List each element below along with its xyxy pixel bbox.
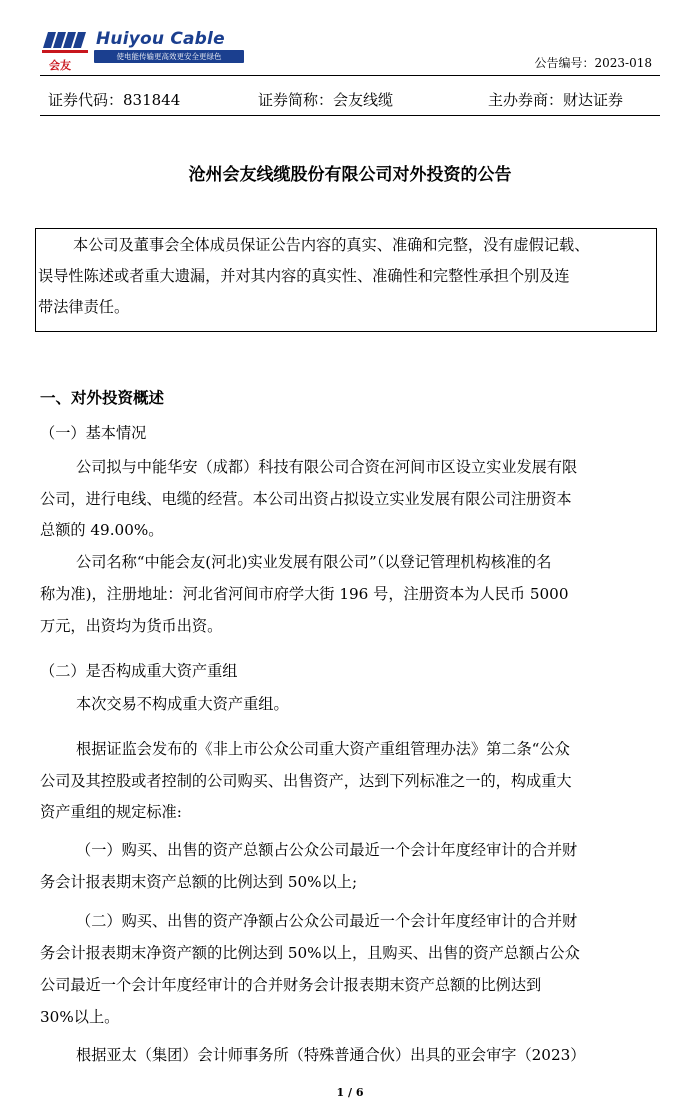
statement-line: 误导性陈述或者重大遗漏，并对其内容的真实性、准确性和完整性承担个别及连 — [38, 267, 570, 285]
subsection-heading: （一）基本情况 — [40, 424, 147, 442]
statement-box — [35, 228, 657, 332]
meta-divider — [40, 115, 660, 116]
paragraph-line: 公司，进行电线、电缆的经营。本公司出资占拟设立实业发展有限公司注册资本 — [40, 490, 572, 508]
section-heading: 一、对外投资概述 — [40, 389, 165, 407]
security-code: 证券代码：831844 — [48, 91, 181, 109]
paragraph-line: （二）购买、出售的资产净额占公众公司最近一个会计年度经审计的合并财 — [76, 912, 578, 930]
company-logo — [42, 28, 225, 72]
logo-chinese-text: 会友 — [49, 59, 71, 72]
paragraph-line: 公司名称“中能会友(河北)实业发展有限公司”（以登记管理机构核准的名 — [76, 553, 552, 571]
paragraph-line: 公司拟与中能华安（成都）科技有限公司合资在河间市区设立实业发展有限 — [76, 458, 578, 476]
header-divider — [40, 75, 660, 76]
paragraph-line: 资产重组的规定标准: — [40, 803, 182, 821]
statement-line: 本公司及董事会全体成员保证公告内容的真实、准确和完整，没有虚假记载、 — [73, 236, 590, 254]
logo-slogan: 使电能传输更高效更安全更绿色 — [94, 50, 244, 63]
paragraph-line: 总额的 49.00%。 — [40, 521, 164, 539]
subsection-heading: （二）是否构成重大资产重组 — [40, 662, 238, 680]
announcement-number: 公告编号：2023-018 — [534, 56, 652, 70]
paragraph-line: 公司最近一个会计年度经审计的合并财务会计报表期末资产总额的比例达到 — [40, 976, 542, 994]
paragraph-line: 30%以上。 — [40, 1008, 120, 1026]
paragraph-line: 称为准)，注册地址：河北省河间市府学大街 196 号，注册资本为人民币 5000 — [40, 585, 569, 603]
statement-line: 带法律责任。 — [38, 298, 130, 316]
paragraph-line: 务会计报表期末净资产额的比例达到 50%以上，且购买、出售的资产总额占公众 — [40, 944, 580, 962]
sponsor-broker: 主办券商：财达证券 — [488, 91, 624, 109]
document-title: 沧州会友线缆股份有限公司对外投资的公告 — [188, 165, 512, 185]
logo-english-text: Huiyou Cable — [96, 29, 225, 49]
paragraph-line: 根据证监会发布的《非上市公众公司重大资产重组管理办法》第二条“公众 — [76, 740, 570, 758]
paragraph-line: 本次交易不构成重大资产重组。 — [76, 695, 289, 713]
paragraph-line: 万元，出资均为货币出资。 — [40, 617, 223, 635]
paragraph-line: 务会计报表期末资产总额的比例达到 50%以上; — [40, 873, 358, 891]
paragraph-line: 根据亚太（集团）会计师事务所（特殊普通合伙）出具的亚会审字（2023） — [76, 1046, 586, 1064]
security-name: 证券简称：会友线缆 — [258, 91, 394, 109]
page-number: 1 / 6 — [336, 1086, 364, 1099]
paragraph-line: 公司及其控股或者控制的公司购买、出售资产，达到下列标准之一的，构成重大 — [40, 772, 572, 790]
paragraph-line: （一）购买、出售的资产总额占公众公司最近一个会计年度经审计的合并财 — [76, 841, 578, 859]
